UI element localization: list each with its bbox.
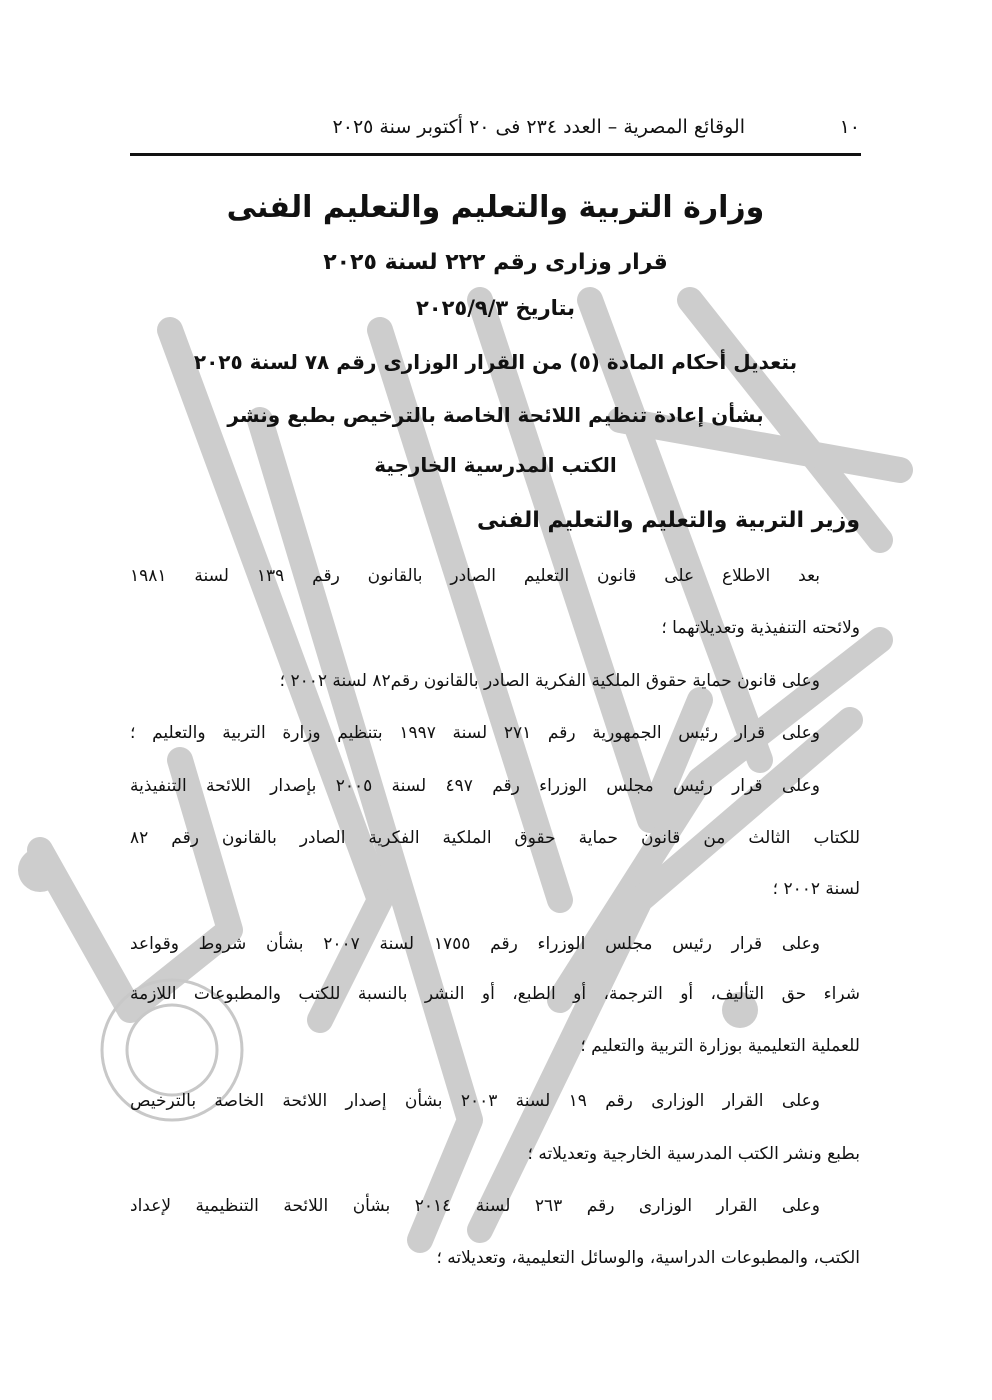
body-line: لسنة ٢٠٠٢ ؛: [772, 879, 860, 899]
header-divider: [130, 153, 861, 156]
body-line: وعلى قرار رئيس مجلس الوزراء رقم ٤٩٧ لسنة ٢٠٠٥ بإصدار اللائحة التنفيذية: [130, 776, 820, 796]
decree-date: بتاريخ ٢٠٢٥/٩/٣: [415, 296, 575, 320]
decree-number: قرار وزارى رقم ٢٢٢ لسنة ٢٠٢٥: [323, 250, 668, 275]
body-line: للكتاب الثالث من قانون حماية حقوق الملكية الفكرية الصادر بالقانون رقم ٨٢: [130, 828, 860, 848]
body-line: ولائحته التنفيذية وتعديلاتهما ؛: [661, 618, 860, 638]
page-number: ١٠: [839, 116, 860, 138]
minister-heading: وزير التربية والتعليم والتعليم الفنى: [476, 508, 860, 533]
body-line: وعلى قانون حماية حقوق الملكية الفكرية الصادر بالقانون رقم٨٢ لسنة ٢٠٠٢ ؛: [279, 671, 820, 691]
page-title: وزارة التربية والتعليم والتعليم الفنى: [226, 190, 765, 225]
body-line: وعلى القرار الوزارى رقم ٢٦٣ لسنة ٢٠١٤ بشأن اللائحة التنظيمية لإعداد: [130, 1196, 820, 1216]
body-line: بطبع ونشر الكتب المدرسية الخارجية وتعديلاته ؛: [527, 1144, 860, 1164]
subject-line: الكتب المدرسية الخارجية: [374, 453, 617, 477]
body-line: الكتب، والمطبوعات الدراسية، والوسائل التعليمية، وتعديلاته ؛: [436, 1248, 860, 1268]
body-line: للعملية التعليمية بوزارة التربية والتعليم ؛: [580, 1036, 860, 1056]
body-line: بعد الاطلاع على قانون التعليم الصادر بالقانون رقم ١٣٩ لسنة ١٩٨١: [130, 566, 821, 586]
running-header: الوقائع المصرية – العدد ٢٣٤ فى ٢٠ أكتوبر سنة ٢٠٢٥: [332, 116, 745, 138]
body-line: وعلى قرار رئيس مجلس الوزراء رقم ١٧٥٥ لسنة ٢٠٠٧ بشأن شروط وقواعد: [130, 934, 821, 954]
body-line: وعلى القرار الوزارى رقم ١٩ لسنة ٢٠٠٣ بشأن إصدار اللائحة الخاصة بالترخيص: [130, 1091, 820, 1111]
subject-line: بتعديل أحكام المادة (٥) من القرار الوزارى رقم ٧٨ لسنة ٢٠٢٥: [193, 350, 798, 374]
body-line: شراء حق التأليف، أو الترجمة، أو الطبع، أو النشر بالنسبة للكتب والمطبوعات اللازمة: [130, 984, 860, 1004]
subject-line: بشأن إعادة تنظيم اللائحة الخاصة بالترخيص بطبع ونشر: [227, 403, 764, 427]
body-line: وعلى قرار رئيس الجمهورية رقم ٢٧١ لسنة ١٩٩٧ بتنظيم وزارة التربية والتعليم ؛: [130, 723, 820, 743]
